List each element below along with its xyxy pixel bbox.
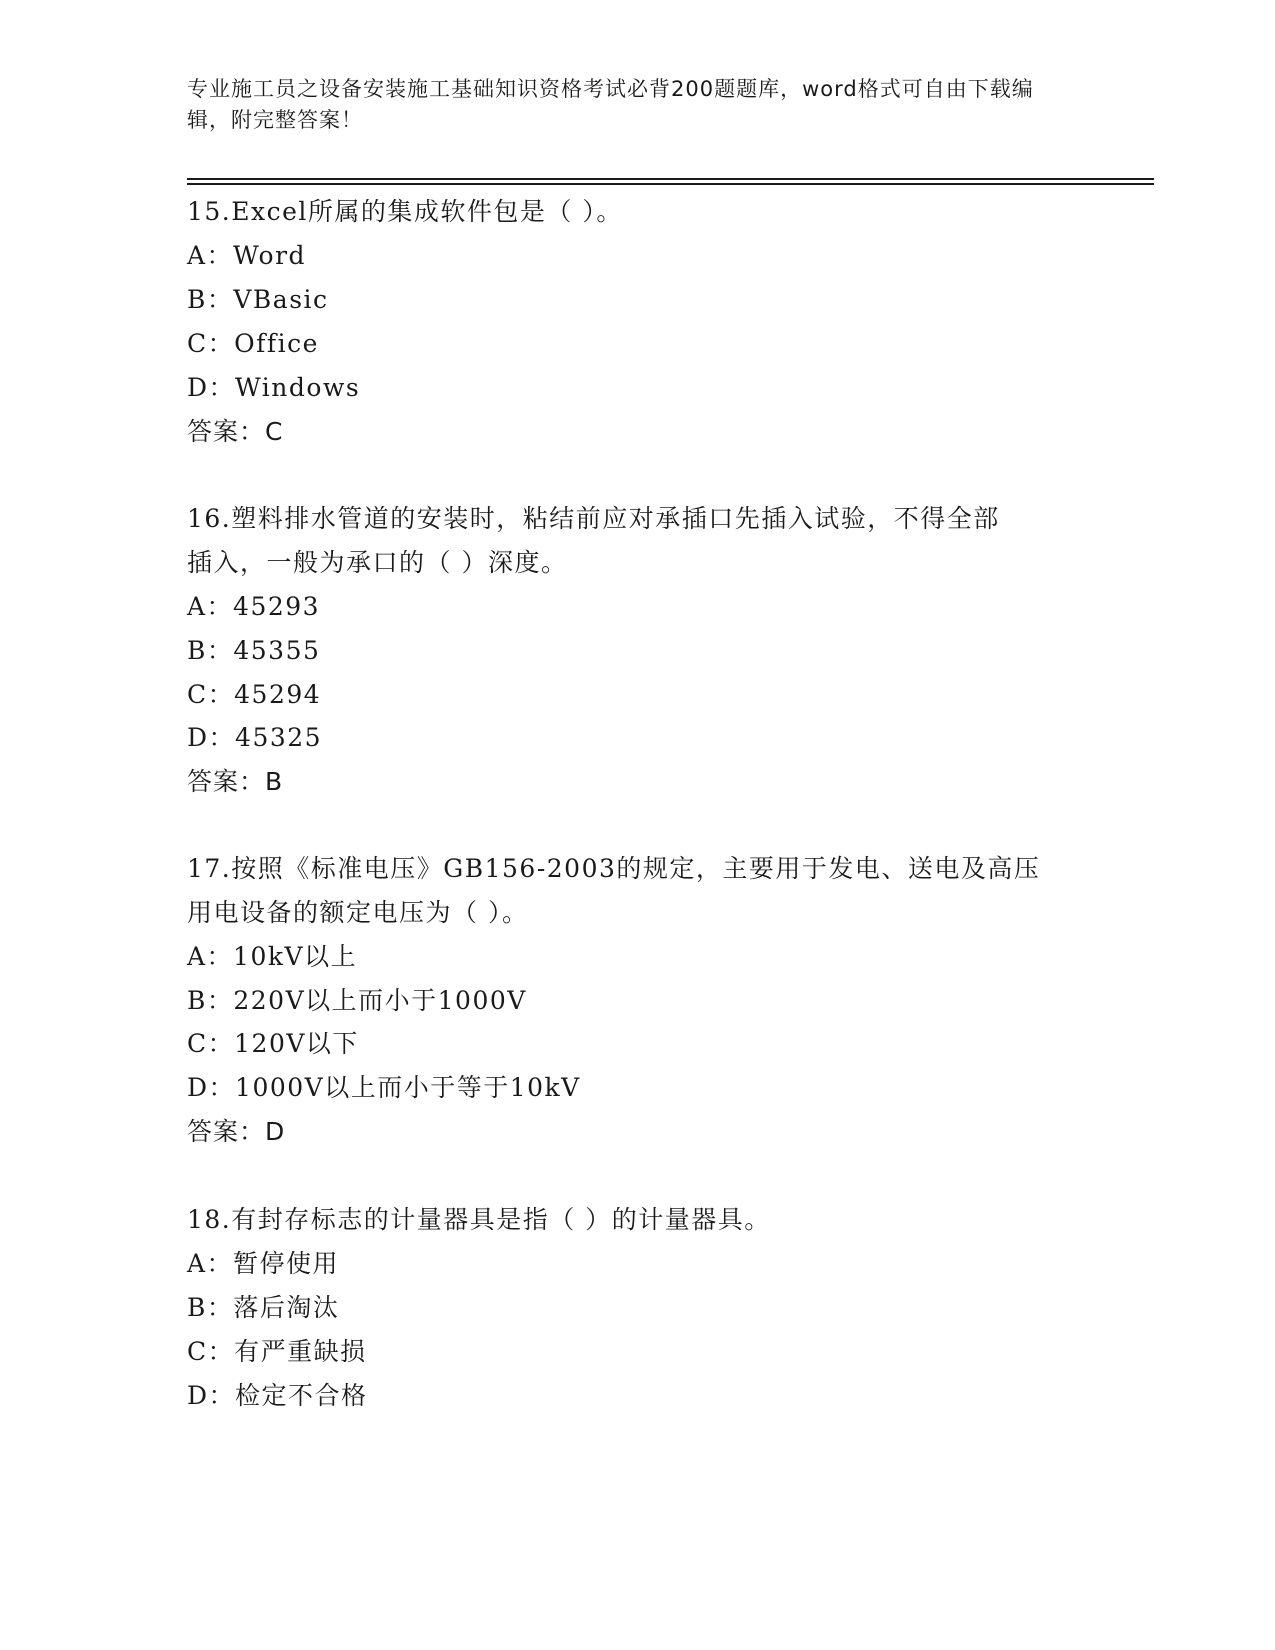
header-rule-top — [187, 178, 1154, 180]
question-17-stem-line1: 17.按照《标准电压》GB156-2003的规定，主要用于发电、送电及高压 — [187, 854, 1041, 883]
question-16-stem-line2: 插入，一般为承口的（ ）深度。 — [187, 548, 568, 577]
question-17-stem-line2: 用电设备的额定电压为（ ）。 — [187, 898, 529, 927]
question-18-stem: 18.有封存标志的计量器具是指（ ）的计量器具。 — [187, 1205, 771, 1234]
question-18-option-a: A：暂停使用 — [187, 1249, 340, 1278]
question-17-answer: 答案：D — [187, 1117, 286, 1146]
question-18-option-d: D：检定不合格 — [187, 1381, 368, 1410]
question-15-option-d: D：Windows — [187, 373, 361, 402]
document-intro: 专业施工员之设备安装施工基础知识资格考试必背200题题库，word格式可自由下载编辑，附完整答案！ — [187, 77, 1034, 132]
question-18-option-c: C：有严重缺损 — [187, 1337, 367, 1366]
question-16-option-a: A：45293 — [187, 592, 321, 621]
question-16-stem-line1: 16.塑料排水管道的安装时，粘结前应对承插口先插入试验，不得全部 — [187, 504, 1000, 533]
question-17-option-d: D：1000V以上而小于等于10kV — [187, 1073, 581, 1102]
question-16-option-c: C：45294 — [187, 680, 322, 709]
question-15-answer: 答案：C — [187, 417, 284, 446]
question-16-answer: 答案：B — [187, 767, 284, 796]
question-15-option-c: C：Office — [187, 329, 319, 358]
question-15-option-b: B：VBasic — [187, 285, 329, 314]
header-rule-bottom — [187, 183, 1154, 185]
question-17-option-b: B：220V以上而小于1000V — [187, 986, 527, 1015]
question-16-option-d: D：45325 — [187, 723, 323, 752]
question-17-option-a: A：10kV以上 — [187, 942, 358, 971]
question-15-stem: 15.Excel所属的集成软件包是（ ）。 — [187, 197, 623, 226]
question-16-option-b: B：45355 — [187, 636, 321, 665]
question-18-option-b: B：落后淘汰 — [187, 1293, 340, 1322]
question-17-option-c: C：120V以下 — [187, 1029, 359, 1058]
question-15-option-a: A：Word — [187, 241, 307, 270]
